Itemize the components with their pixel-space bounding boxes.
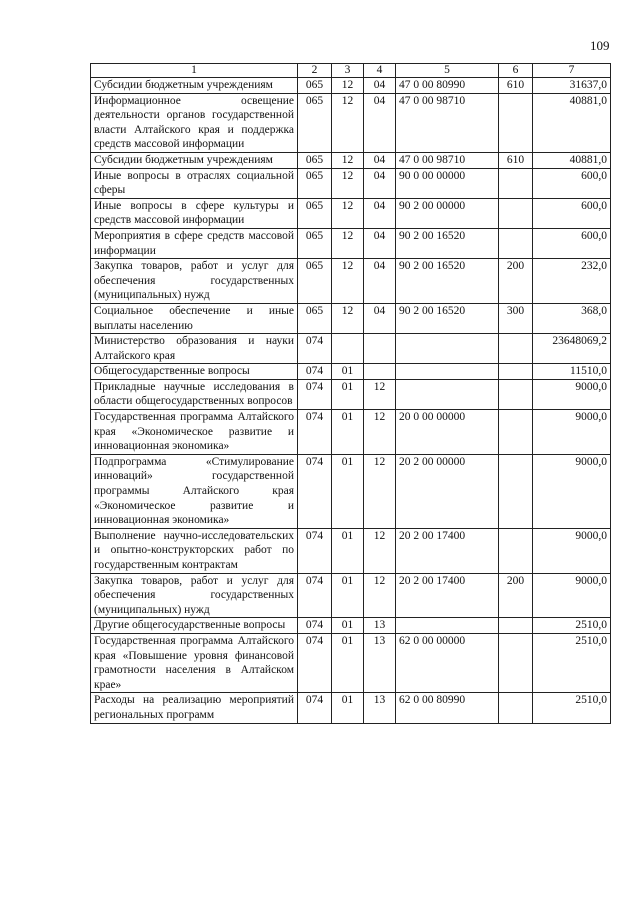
table-row <box>91 228 611 258</box>
section-code-cell: 01 <box>332 618 364 634</box>
subsection-code-cell: 04 <box>364 198 396 228</box>
expense-type-cell: 200 <box>499 573 533 618</box>
dept-code-cell: 065 <box>298 168 332 198</box>
dept-code-cell: 065 <box>298 303 332 333</box>
table-row <box>91 379 611 409</box>
column-header: 4 <box>364 64 396 78</box>
subsection-code-cell: 12 <box>364 573 396 618</box>
amount-cell: 9000,0 <box>533 454 611 528</box>
subsection-code-cell: 12 <box>364 410 396 455</box>
target-article-cell: 20 2 00 17400 <box>396 528 499 573</box>
table-row <box>91 93 611 152</box>
item-name-cell: Субсидии бюджетным учреждениям <box>91 152 298 168</box>
target-article-cell <box>396 379 499 409</box>
item-name-cell: Мероприятия в сфере средств массовой информации <box>91 228 298 258</box>
section-code-cell: 01 <box>332 528 364 573</box>
table-row <box>91 364 611 380</box>
section-code-cell: 12 <box>332 78 364 94</box>
item-name-cell: Министерство образования и науки Алтайского края <box>91 334 298 364</box>
dept-code-cell: 065 <box>298 198 332 228</box>
target-article-cell: 90 2 00 16520 <box>396 228 499 258</box>
amount-cell: 40881,0 <box>533 152 611 168</box>
table-row <box>91 303 611 333</box>
amount-cell: 31637,0 <box>533 78 611 94</box>
table-row <box>91 618 611 634</box>
table-row <box>91 334 611 364</box>
expense-type-cell <box>499 618 533 634</box>
dept-code-cell: 074 <box>298 573 332 618</box>
expense-type-cell <box>499 633 533 692</box>
subsection-code-cell <box>364 364 396 380</box>
column-header: 3 <box>332 64 364 78</box>
target-article-cell: 62 0 00 00000 <box>396 633 499 692</box>
page-number: 109 <box>590 38 610 53</box>
item-name-cell: Закупка товаров, работ и услуг для обеспечения государственных (муниципальных) нужд <box>91 259 298 304</box>
subsection-code-cell: 04 <box>364 93 396 152</box>
amount-cell: 9000,0 <box>533 573 611 618</box>
target-article-cell: 20 2 00 00000 <box>396 454 499 528</box>
expense-type-cell <box>499 379 533 409</box>
section-code-cell: 01 <box>332 410 364 455</box>
subsection-code-cell: 12 <box>364 454 396 528</box>
section-code-cell: 01 <box>332 693 364 723</box>
expense-type-cell <box>499 410 533 455</box>
target-article-cell: 20 2 00 17400 <box>396 573 499 618</box>
item-name-cell: Государственная программа Алтайского края «Повышение уровня финансовой грамотности населения в Алтайском крае» <box>91 633 298 692</box>
item-name-cell: Общегосударственные вопросы <box>91 364 298 380</box>
item-name-cell: Выполнение научно-исследовательских и опытно-конструкторских работ по государственным контрактам <box>91 528 298 573</box>
subsection-code-cell: 04 <box>364 78 396 94</box>
subsection-code-cell <box>364 334 396 364</box>
subsection-code-cell: 04 <box>364 228 396 258</box>
expense-type-cell <box>499 364 533 380</box>
dept-code-cell: 074 <box>298 454 332 528</box>
expense-type-cell: 610 <box>499 152 533 168</box>
target-article-cell: 62 0 00 80990 <box>396 693 499 723</box>
dept-code-cell: 074 <box>298 334 332 364</box>
section-code-cell: 12 <box>332 259 364 304</box>
subsection-code-cell: 04 <box>364 303 396 333</box>
target-article-cell: 90 2 00 16520 <box>396 259 499 304</box>
item-name-cell: Подпрограмма «Стимулирование инноваций» государственной программы Алтайского края «Экономическое развитие и инновационная экономика» <box>91 454 298 528</box>
target-article-cell: 47 0 00 98710 <box>396 93 499 152</box>
dept-code-cell: 065 <box>298 228 332 258</box>
amount-cell: 368,0 <box>533 303 611 333</box>
item-name-cell: Закупка товаров, работ и услуг для обеспечения государственных (муниципальных) нужд <box>91 573 298 618</box>
section-code-cell: 12 <box>332 93 364 152</box>
table-row <box>91 259 611 304</box>
table-row <box>91 168 611 198</box>
expense-type-cell <box>499 528 533 573</box>
expense-type-cell <box>499 454 533 528</box>
column-header: 2 <box>298 64 332 78</box>
table-row <box>91 633 611 692</box>
table-row <box>91 573 611 618</box>
dept-code-cell: 074 <box>298 528 332 573</box>
amount-cell: 2510,0 <box>533 633 611 692</box>
dept-code-cell: 065 <box>298 259 332 304</box>
dept-code-cell: 074 <box>298 693 332 723</box>
section-code-cell <box>332 334 364 364</box>
expense-type-cell: 300 <box>499 303 533 333</box>
item-name-cell: Прикладные научные исследования в области общегосударственных вопросов <box>91 379 298 409</box>
subsection-code-cell: 04 <box>364 168 396 198</box>
table-row <box>91 78 611 94</box>
target-article-cell <box>396 334 499 364</box>
target-article-cell: 90 2 00 00000 <box>396 198 499 228</box>
section-code-cell: 12 <box>332 152 364 168</box>
expense-type-cell: 610 <box>499 78 533 94</box>
table-body <box>91 78 611 724</box>
column-header: 5 <box>396 64 499 78</box>
expense-type-cell <box>499 228 533 258</box>
item-name-cell: Иные вопросы в отраслях социальной сферы <box>91 168 298 198</box>
table-row <box>91 454 611 528</box>
section-code-cell: 12 <box>332 228 364 258</box>
item-name-cell: Расходы на реализацию мероприятий региональных программ <box>91 693 298 723</box>
expense-type-cell <box>499 198 533 228</box>
target-article-cell: 90 0 00 00000 <box>396 168 499 198</box>
item-name-cell: Иные вопросы в сфере культуры и средств массовой информации <box>91 198 298 228</box>
table-row <box>91 198 611 228</box>
amount-cell: 9000,0 <box>533 528 611 573</box>
amount-cell: 600,0 <box>533 168 611 198</box>
section-code-cell: 01 <box>332 573 364 618</box>
amount-cell: 23648069,2 <box>533 334 611 364</box>
table-row <box>91 410 611 455</box>
subsection-code-cell: 12 <box>364 528 396 573</box>
column-header: 1 <box>91 64 298 78</box>
item-name-cell: Другие общегосударственные вопросы <box>91 618 298 634</box>
dept-code-cell: 065 <box>298 152 332 168</box>
expense-type-cell <box>499 93 533 152</box>
amount-cell: 9000,0 <box>533 410 611 455</box>
subsection-code-cell: 13 <box>364 618 396 634</box>
amount-cell: 9000,0 <box>533 379 611 409</box>
section-code-cell: 12 <box>332 303 364 333</box>
dept-code-cell: 074 <box>298 618 332 634</box>
section-code-cell: 01 <box>332 379 364 409</box>
subsection-code-cell: 13 <box>364 633 396 692</box>
section-code-cell: 01 <box>332 454 364 528</box>
item-name-cell: Субсидии бюджетным учреждениям <box>91 78 298 94</box>
subsection-code-cell: 13 <box>364 693 396 723</box>
table-row <box>91 693 611 723</box>
target-article-cell: 20 0 00 00000 <box>396 410 499 455</box>
column-header: 7 <box>533 64 611 78</box>
dept-code-cell: 065 <box>298 93 332 152</box>
budget-table <box>90 63 611 724</box>
dept-code-cell: 065 <box>298 78 332 94</box>
amount-cell: 40881,0 <box>533 93 611 152</box>
target-article-cell: 47 0 00 98710 <box>396 152 499 168</box>
section-code-cell: 01 <box>332 633 364 692</box>
dept-code-cell: 074 <box>298 379 332 409</box>
section-code-cell: 01 <box>332 364 364 380</box>
section-code-cell: 12 <box>332 198 364 228</box>
target-article-cell: 90 2 00 16520 <box>396 303 499 333</box>
dept-code-cell: 074 <box>298 410 332 455</box>
expense-type-cell <box>499 168 533 198</box>
expense-type-cell <box>499 693 533 723</box>
table-row <box>91 152 611 168</box>
column-header: 6 <box>499 64 533 78</box>
dept-code-cell: 074 <box>298 364 332 380</box>
amount-cell: 11510,0 <box>533 364 611 380</box>
header-row <box>91 64 611 78</box>
item-name-cell: Социальное обеспечение и иные выплаты населению <box>91 303 298 333</box>
item-name-cell: Государственная программа Алтайского края «Экономическое развитие и инновационная экономика» <box>91 410 298 455</box>
amount-cell: 600,0 <box>533 228 611 258</box>
amount-cell: 232,0 <box>533 259 611 304</box>
expense-type-cell <box>499 334 533 364</box>
subsection-code-cell: 04 <box>364 152 396 168</box>
item-name-cell: Информационное освещение деятельности органов государственной власти Алтайского края и поддержка средств массовой информации <box>91 93 298 152</box>
target-article-cell <box>396 618 499 634</box>
section-code-cell: 12 <box>332 168 364 198</box>
subsection-code-cell: 04 <box>364 259 396 304</box>
dept-code-cell: 074 <box>298 633 332 692</box>
subsection-code-cell: 12 <box>364 379 396 409</box>
amount-cell: 2510,0 <box>533 693 611 723</box>
target-article-cell <box>396 364 499 380</box>
target-article-cell: 47 0 00 80990 <box>396 78 499 94</box>
amount-cell: 600,0 <box>533 198 611 228</box>
table-row <box>91 528 611 573</box>
expense-type-cell: 200 <box>499 259 533 304</box>
amount-cell: 2510,0 <box>533 618 611 634</box>
